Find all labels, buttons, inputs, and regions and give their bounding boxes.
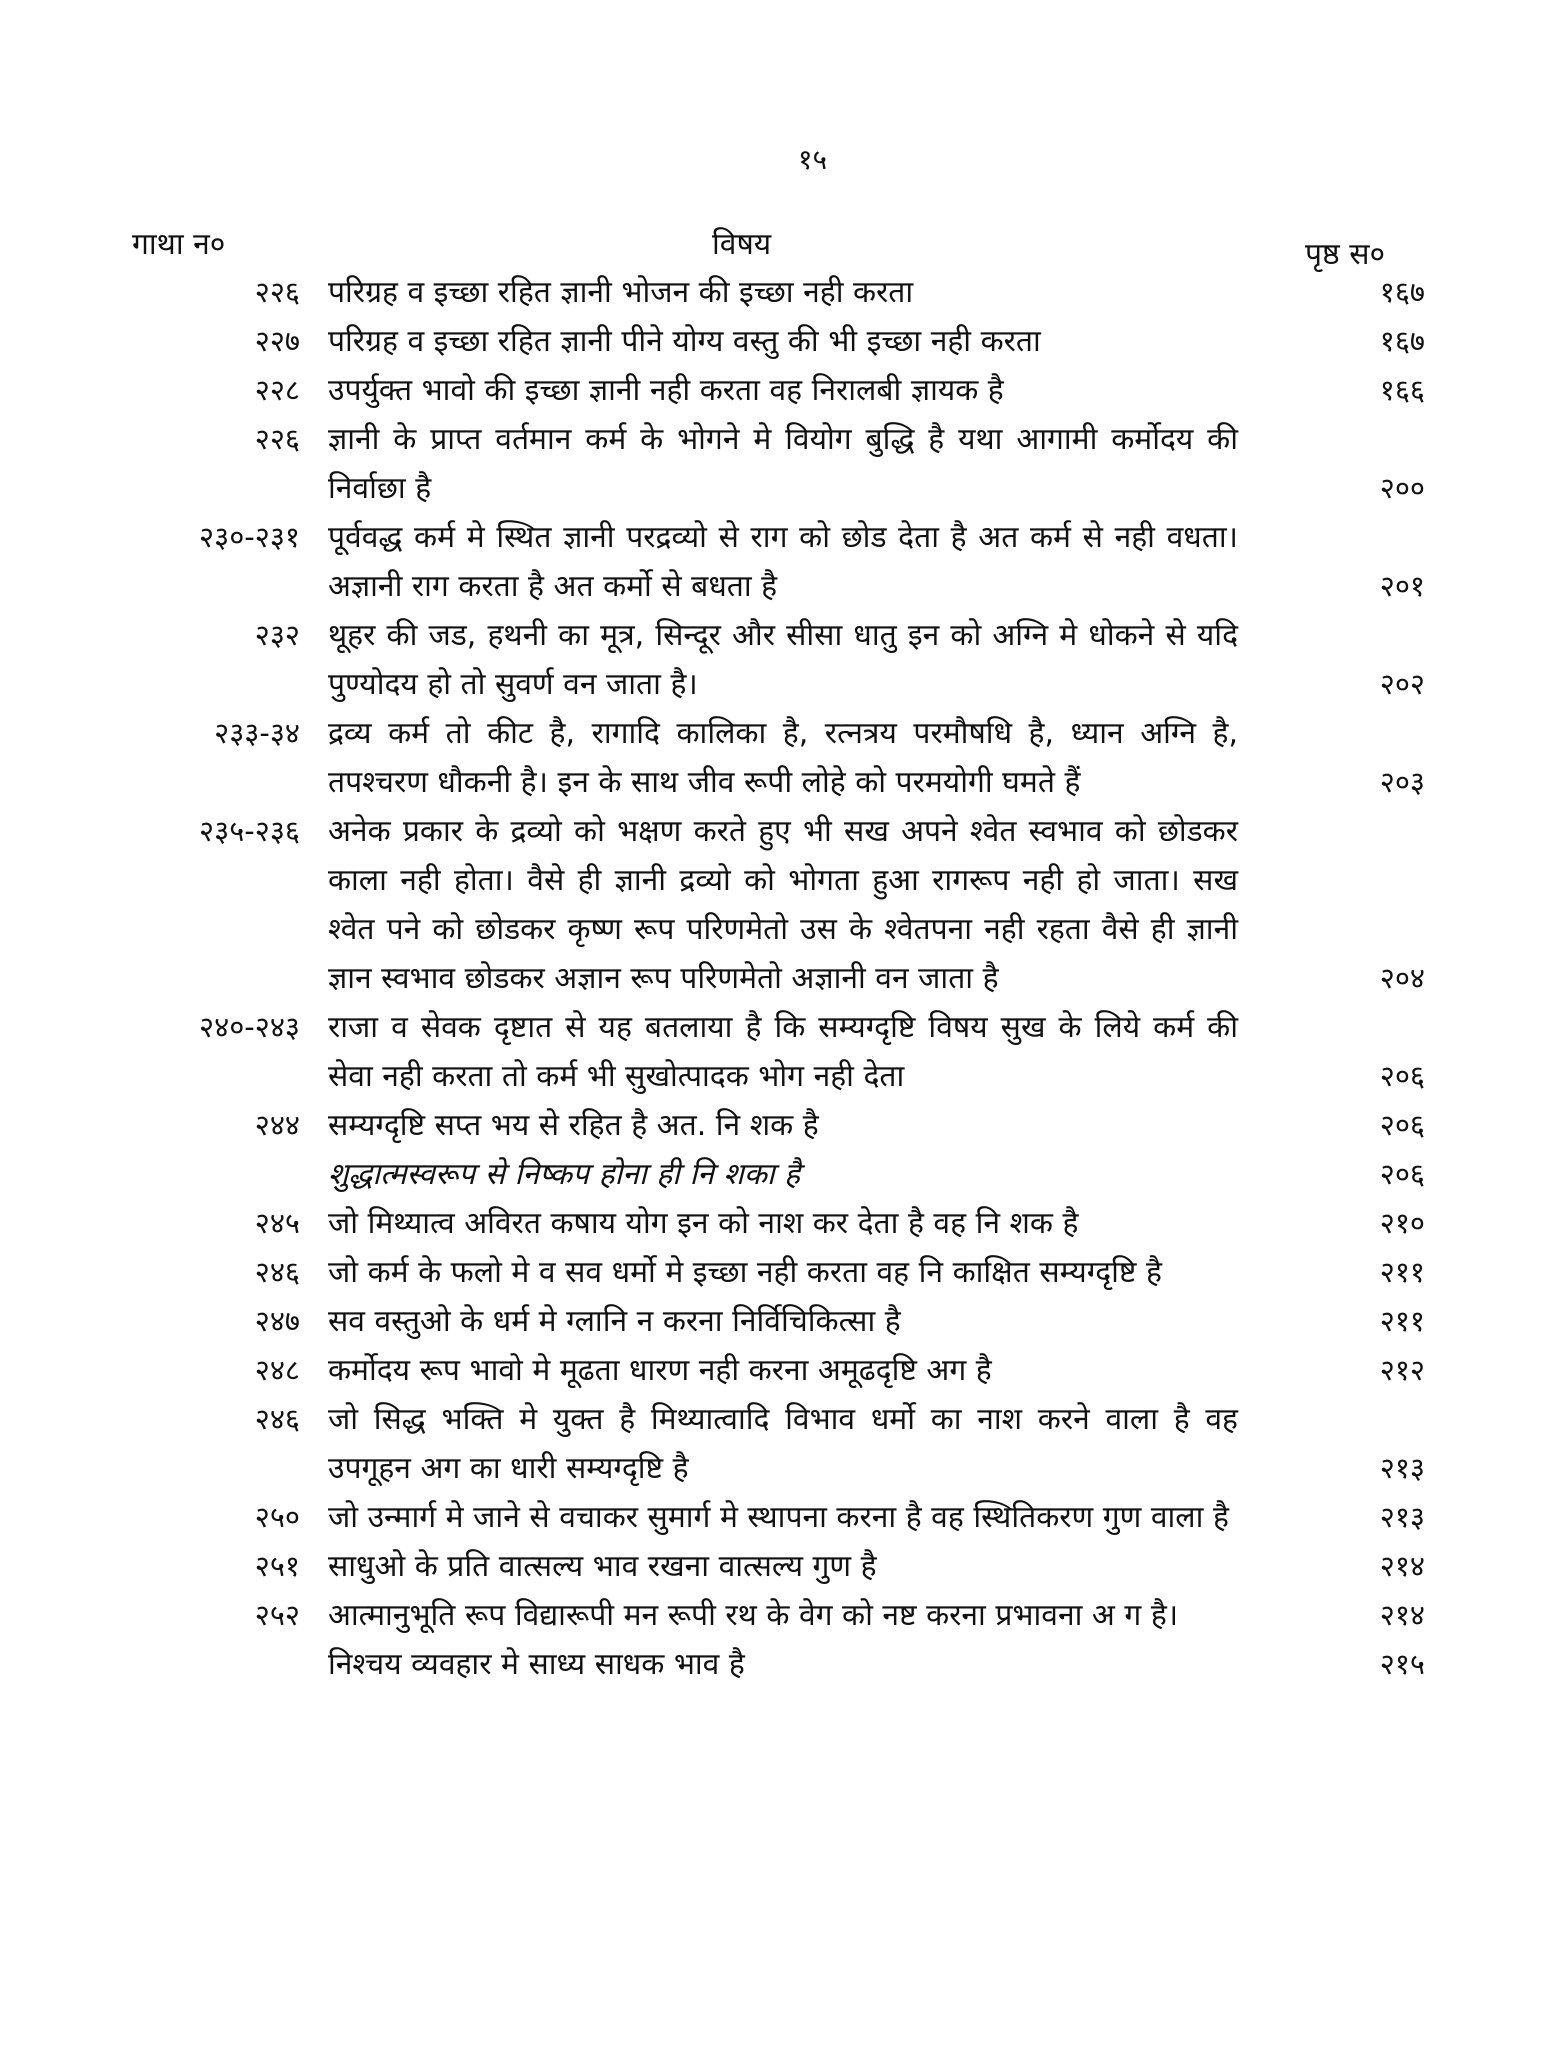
contents-entry <box>0 415 1545 513</box>
entry-subject-text: पूर्ववद्ध कर्म मे स्थित ज्ञानी परद्रव्यो से राग को छोड देता है अत कर्म से नही वधता। अज्ञानी राग करता है अत कर्मो से बधता है <box>328 520 1238 604</box>
entry-subject-text: परिग्रह व इच्छा रहित ज्ञानी भोजन की इच्छा नही करता <box>328 275 914 310</box>
entry-subject-text: थूहर की जड, हथनी का मूत्र, सिन्दूर और सीसा धातु इन को अग्नि मे धोकने से यदि पुण्योदय हो तो सुवर्ण वन जाता है। <box>328 618 1238 702</box>
entry-subject-text: परिग्रह व इच्छा रहित ज्ञानी पीने योग्य वस्तु की भी इच्छा नही करता <box>328 324 1041 359</box>
table-header <box>0 222 1545 272</box>
contents-list <box>0 268 1545 1689</box>
contents-entry <box>0 317 1545 366</box>
entry-subject-text: जो उन्मार्ग मे जाने से वचाकर सुमार्ग मे स्थापना करना है वह स्थितिकरण गुण वाला है <box>328 1500 1229 1535</box>
contents-entry <box>0 366 1545 415</box>
entry-subject-text: निश्चय व्यवहार मे साध्य साधक भाव है <box>328 1647 745 1682</box>
entry-subject-text: साधुओ के प्रति वात्सल्य भाव रखना वात्सल्य गुण है <box>328 1549 877 1584</box>
entry-verse-number: २४७ <box>254 1304 300 1338</box>
entry-page-number: २०० <box>1379 471 1425 505</box>
entry-verse-number: २३२ <box>254 618 300 652</box>
entry-verse-number: २४६ <box>254 1402 300 1436</box>
column-header-page-number: पृष्ठ स० <box>1305 237 1386 272</box>
page-number: १५ <box>797 143 828 176</box>
entry-verse-number: २३३-३४ <box>214 716 300 750</box>
contents-entry <box>0 513 1545 611</box>
entry-verse-number: २२७ <box>254 324 300 358</box>
entry-subject-text: सव वस्तुओ के धर्म मे ग्लानि न करना निर्विचिकित्सा है <box>328 1304 901 1339</box>
contents-entry <box>0 1150 1545 1199</box>
contents-entry <box>0 1493 1545 1542</box>
entry-page-number: २१३ <box>1379 1451 1425 1485</box>
entry-page-number: १६७ <box>1379 324 1425 358</box>
entry-verse-number: २५१ <box>254 1549 300 1583</box>
entry-verse-number: २४५ <box>254 1206 300 1240</box>
entry-verse-number: २४४ <box>254 1108 300 1142</box>
contents-entry <box>0 1248 1545 1297</box>
entry-subject-text: जो कर्म के फलो मे व सव धर्मो मे इच्छा नही करता वह नि काक्षित सम्यग्दृष्टि है <box>328 1255 1162 1290</box>
entry-verse-number: २४०-२४३ <box>199 1010 300 1044</box>
entry-page-number: २१५ <box>1379 1647 1425 1681</box>
contents-entry <box>0 268 1545 317</box>
entry-verse-number: २२६ <box>254 422 300 456</box>
entry-page-number: १६७ <box>1379 275 1425 309</box>
entry-subject-text: जो मिथ्यात्व अविरत कषाय योग इन को नाश कर देता है वह नि शक है <box>328 1206 1079 1241</box>
entry-page-number: २०६ <box>1379 1059 1425 1093</box>
contents-entry <box>0 1199 1545 1248</box>
entry-page-number: २०३ <box>1379 765 1425 799</box>
column-header-verse-number: गाथा न० <box>132 227 226 262</box>
entry-subject-text: शुद्धात्मस्वरूप से निष्कप होना ही नि शका है <box>328 1157 801 1192</box>
entry-subject-text: अनेक प्रकार के द्रव्यो को भक्षण करते हुए भी सख अपने श्वेत स्वभाव को छोडकर काला नही होता। वैसे ही ज्ञानी द्रव्यो को भोगता हुआ रागरूप नही हो जाता। सख श्वेत पने को छोडकर कृष्ण रूप परिणमेतो उस के श्वेतपना नही रहता वैसे ही ज्ञानी ज्ञान स्वभाव छोडकर अज्ञान रूप परिणमेतो अज्ञानी वन जाता है <box>328 814 1238 996</box>
contents-entry <box>0 1101 1545 1150</box>
contents-entry <box>0 1297 1545 1346</box>
contents-entry <box>0 611 1545 709</box>
entry-page-number: २१४ <box>1379 1598 1425 1632</box>
entry-verse-number: २४६ <box>254 1255 300 1289</box>
entry-subject-text: द्रव्य कर्म तो कीट है, रागादि कालिका है, रत्नत्रय परमौषधि है, ध्यान अग्नि है, तपश्चरण धौकनी है। इन के साथ जीव रूपी लोहे को परमयोगी घमते हैं <box>328 716 1238 800</box>
entry-verse-number: २५० <box>254 1500 300 1534</box>
column-header-subject: विषय <box>712 227 772 262</box>
entry-page-number: २०२ <box>1379 667 1425 701</box>
contents-entry <box>0 1346 1545 1395</box>
entry-verse-number: २२८ <box>254 373 300 407</box>
entry-subject-text: ज्ञानी के प्राप्त वर्तमान कर्म के भोगने मे वियोग बुद्धि है यथा आगामी कर्मोदय की निर्वाछा है <box>328 422 1238 506</box>
entry-page-number: २१२ <box>1379 1353 1425 1387</box>
entry-subject-text: आत्मानुभूति रूप विद्यारूपी मन रूपी रथ के वेग को नष्ट करना प्रभावना अ ग है। <box>328 1598 1179 1633</box>
entry-verse-number: २३०-२३१ <box>199 520 300 554</box>
entry-verse-number: २३५-२३६ <box>199 814 300 848</box>
entry-page-number: २०४ <box>1379 961 1425 995</box>
entry-page-number: २०६ <box>1379 1108 1425 1142</box>
entry-verse-number: २४८ <box>254 1353 300 1387</box>
contents-entry <box>0 709 1545 807</box>
entry-verse-number: २५२ <box>254 1598 300 1632</box>
contents-entry <box>0 1395 1545 1493</box>
entry-subject-text: कर्मोदय रूप भावो मे मूढता धारण नही करना अमूढदृष्टि अग है <box>328 1353 992 1388</box>
contents-entry <box>0 1591 1545 1640</box>
contents-entry <box>0 1640 1545 1689</box>
entry-page-number: २१४ <box>1379 1549 1425 1583</box>
entry-page-number: २०१ <box>1379 569 1425 603</box>
entry-subject-text: राजा व सेवक दृष्टात से यह बतलाया है कि सम्यग्दृष्टि विषय सुख के लिये कर्म की सेवा नही करता तो कर्म भी सुखोत्पादक भोग नही देता <box>328 1010 1238 1094</box>
entry-subject-text: उपर्युक्त भावो की इच्छा ज्ञानी नही करता वह निरालबी ज्ञायक है <box>328 373 1004 408</box>
entry-verse-number: २२६ <box>254 275 300 309</box>
contents-entry <box>0 1542 1545 1591</box>
entry-page-number: २०६ <box>1379 1157 1425 1191</box>
entry-page-number: १६६ <box>1379 373 1425 407</box>
contents-entry <box>0 807 1545 1003</box>
contents-entry <box>0 1003 1545 1101</box>
entry-page-number: २११ <box>1379 1304 1425 1338</box>
entry-page-number: २११ <box>1379 1255 1425 1289</box>
entry-page-number: २१० <box>1379 1206 1425 1240</box>
entry-subject-text: जो सिद्ध भक्ति मे युक्त है मिथ्यात्वादि विभाव धर्मो का नाश करने वाला है वह उपगूहन अग का धारी सम्यग्दृष्टि है <box>328 1402 1238 1486</box>
entry-subject-text: सम्यग्दृष्टि सप्त भय से रहित है अत. नि शक है <box>328 1108 819 1143</box>
entry-page-number: २१३ <box>1379 1500 1425 1534</box>
